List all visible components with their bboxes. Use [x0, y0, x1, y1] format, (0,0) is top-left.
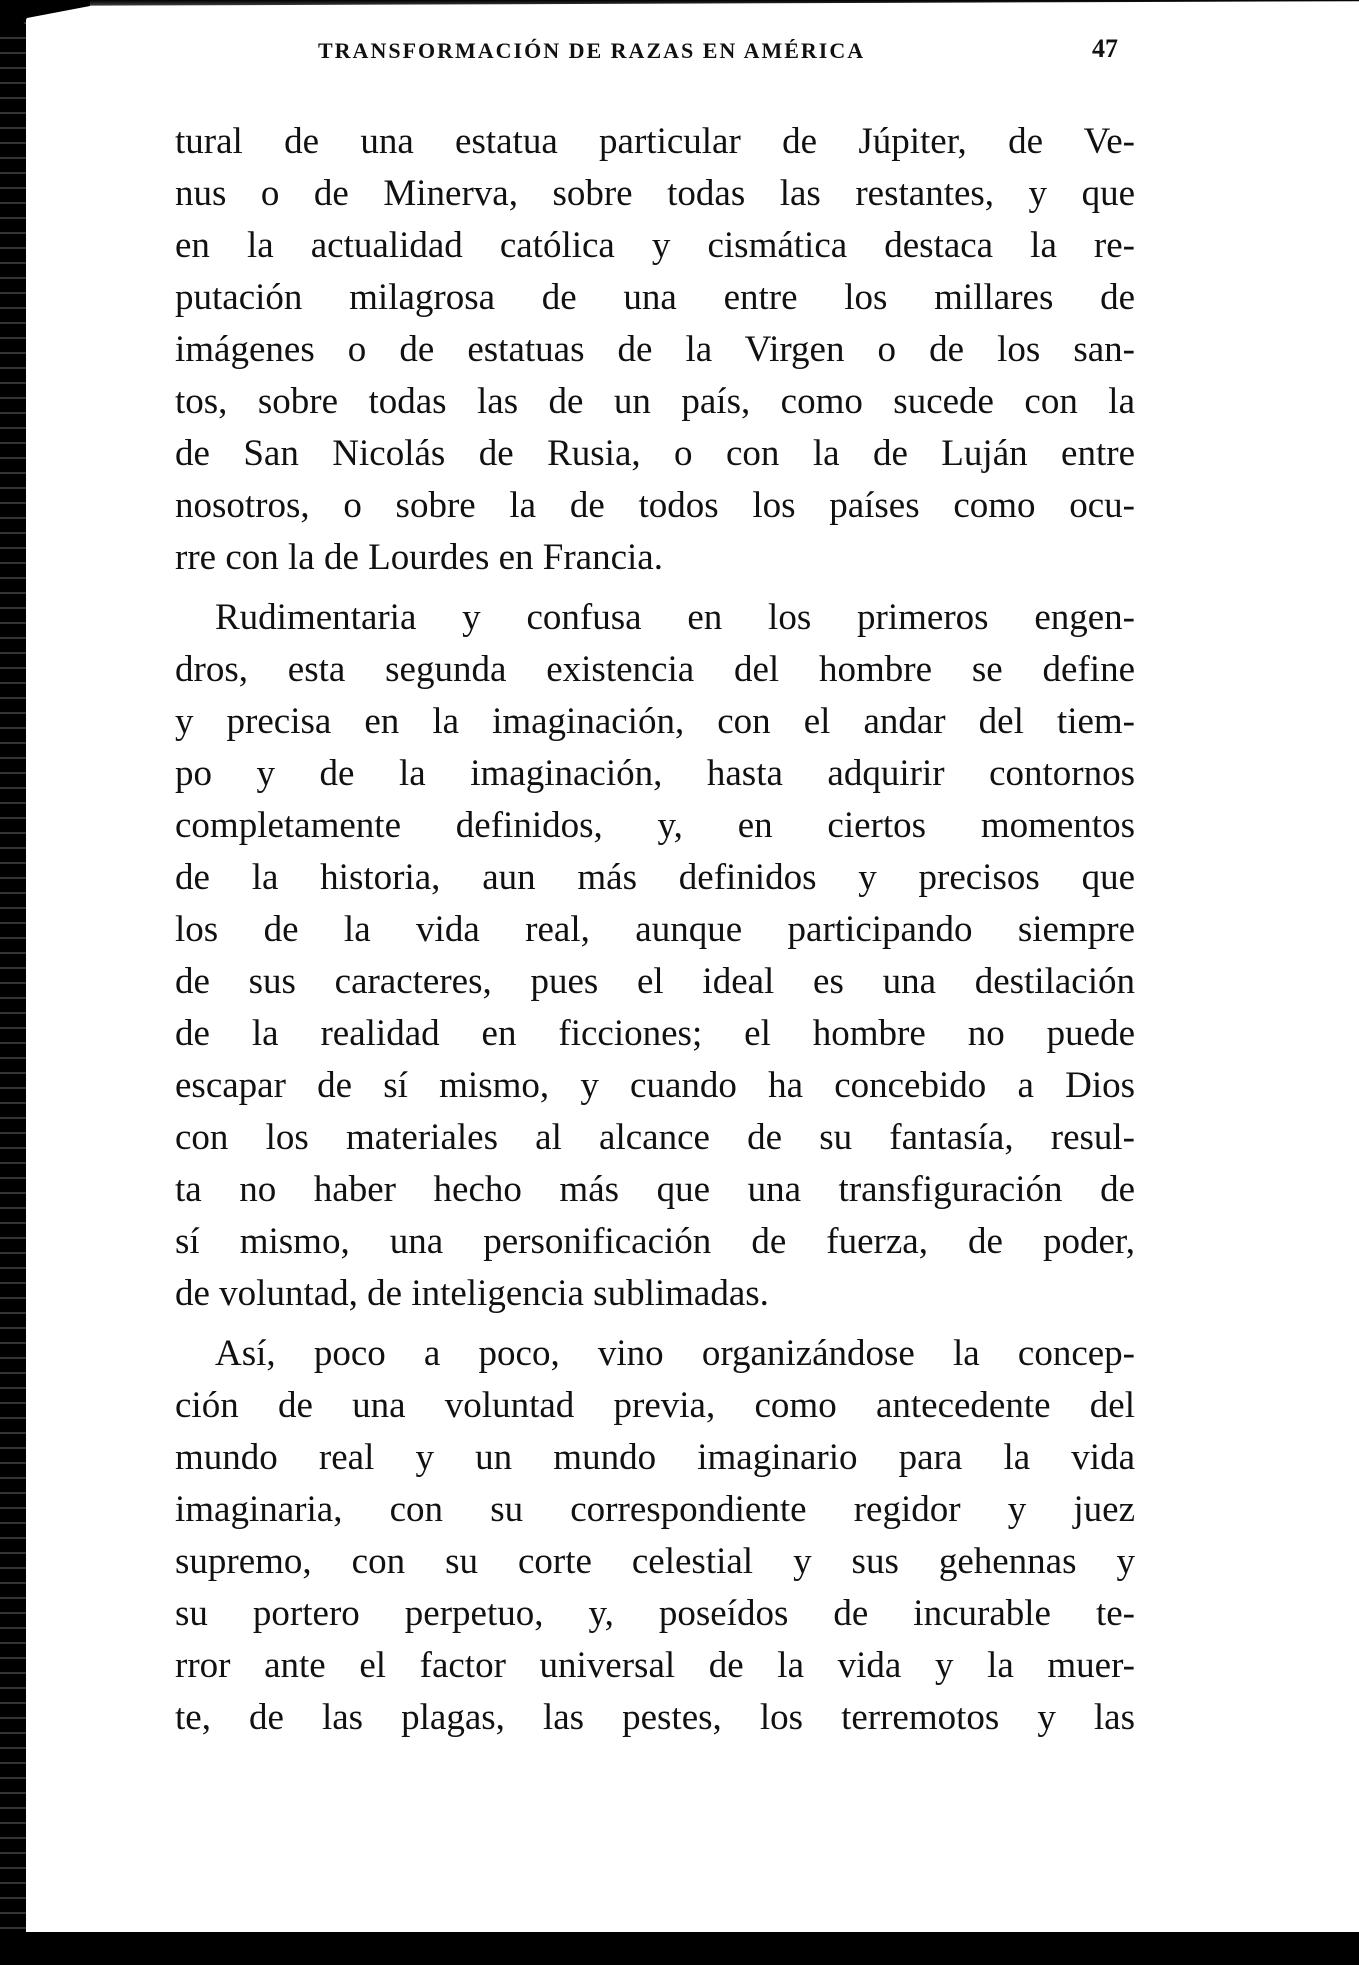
paragraph: [175, 1328, 1135, 1744]
text-line: Rudimentaria y confusa en los primeros engen-: [215, 597, 1135, 638]
text-line: dros, esta segunda existencia del hombre se define: [175, 649, 1135, 690]
text-line: nosotros, o sobre la de todos los países como ocu-: [175, 485, 1135, 526]
text-line: tural de una estatua particular de Júpiter, de Ve-: [175, 121, 1135, 162]
text-line: de la historia, aun más definidos y precisos que: [175, 857, 1135, 898]
text-line: de San Nicolás de Rusia, o con la de Luján entre: [175, 433, 1135, 474]
left-binding-edge: [0, 0, 26, 1965]
text-line: en la actualidad católica y cismática destaca la re-: [175, 225, 1135, 266]
text-line: putación milagrosa de una entre los millares de: [175, 277, 1135, 318]
paragraph: [175, 116, 1135, 584]
text-line: te, de las plagas, las pestes, los terremotos y las: [175, 1697, 1135, 1738]
page-number: 47: [1092, 34, 1118, 63]
text-line: y precisa en la imaginación, con el andar del tiem-: [175, 701, 1135, 742]
text-line: rre con la de Lourdes en Francia.: [175, 537, 663, 578]
text-line: con los materiales al alcance de su fantasía, resul-: [175, 1117, 1135, 1158]
body-text: [175, 116, 1135, 1752]
text-line: ción de una voluntad previa, como antecedente del: [175, 1385, 1135, 1426]
text-line: sí mismo, una personificación de fuerza, de poder,: [175, 1221, 1135, 1262]
text-line: nus o de Minerva, sobre todas las restantes, y que: [175, 173, 1135, 214]
top-left-corner-shadow: [0, 0, 90, 30]
bottom-scan-edge: [0, 1932, 1359, 1965]
paragraph: [175, 592, 1135, 1320]
running-title: TRANSFORMACIÓN DE RAZAS EN AMÉRICA: [318, 38, 866, 63]
text-line: Así, poco a poco, vino organizándose la concep-: [215, 1333, 1135, 1374]
text-line: de la realidad en ficciones; el hombre no puede: [175, 1013, 1135, 1054]
text-line: supremo, con su corte celestial y sus gehennas y: [175, 1541, 1135, 1582]
text-line: tos, sobre todas las de un país, como sucede con la: [175, 381, 1135, 422]
text-line: mundo real y un mundo imaginario para la vida: [175, 1437, 1135, 1478]
top-page-edge: [0, 0, 1359, 6]
text-line: imaginaria, con su correspondiente regidor y juez: [175, 1489, 1135, 1530]
text-line: de voluntad, de inteligencia sublimadas.: [175, 1273, 769, 1314]
text-line: su portero perpetuo, y, poseídos de incurable te-: [175, 1593, 1135, 1634]
text-line: po y de la imaginación, hasta adquirir contornos: [175, 753, 1135, 794]
text-line: imágenes o de estatuas de la Virgen o de los san-: [175, 329, 1135, 370]
text-line: los de la vida real, aunque participando siempre: [175, 909, 1135, 950]
text-line: de sus caracteres, pues el ideal es una destilación: [175, 961, 1135, 1002]
text-line: escapar de sí mismo, y cuando ha concebido a Dios: [175, 1065, 1135, 1106]
text-line: ta no haber hecho más que una transfiguración de: [175, 1169, 1135, 1210]
text-line: completamente definidos, y, en ciertos momentos: [175, 805, 1135, 846]
text-line: rror ante el factor universal de la vida y la muer-: [175, 1645, 1135, 1686]
